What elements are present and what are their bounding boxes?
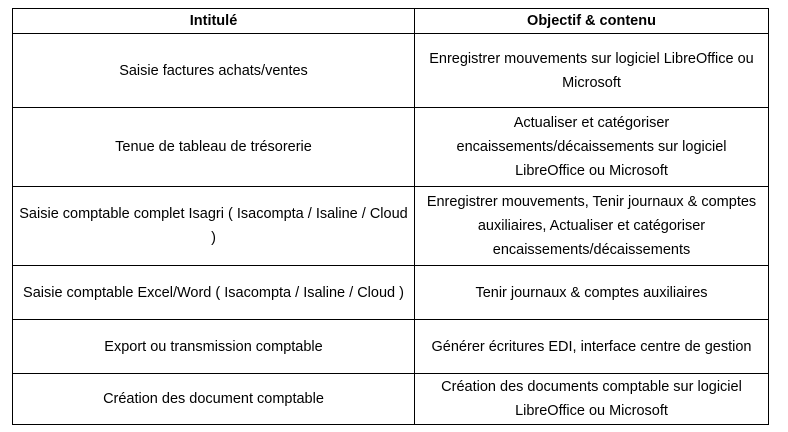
cell-intitule: Saisie factures achats/ventes — [13, 34, 415, 108]
cell-objectif: Enregistrer mouvements, Tenir journaux & comptes auxiliaires, Actualiser et catégoriser encaissements/décaissements — [415, 187, 769, 266]
cell-intitule: Saisie comptable Excel/Word ( Isacompta / Isaline / Cloud ) — [13, 266, 415, 320]
cell-objectif: Actualiser et catégoriser encaissements/décaissements sur logiciel LibreOffice ou Microsoft — [415, 108, 769, 187]
table-row — [13, 266, 769, 320]
cell-intitule: Saisie comptable complet Isagri ( Isacompta / Isaline / Cloud ) — [13, 187, 415, 266]
table-header — [13, 9, 769, 34]
cell-intitule: Tenue de tableau de trésorerie — [13, 108, 415, 187]
table-row — [13, 374, 769, 425]
table-body — [13, 34, 769, 425]
header-intitule: Intitulé — [13, 9, 415, 34]
table-row — [13, 320, 769, 374]
header-row — [13, 9, 769, 34]
table-row — [13, 34, 769, 108]
cell-objectif: Générer écritures EDI, interface centre de gestion — [415, 320, 769, 374]
cell-intitule: Création des document comptable — [13, 374, 415, 425]
header-objectif: Objectif & contenu — [415, 9, 769, 34]
table-row — [13, 108, 769, 187]
cell-objectif: Création des documents comptable sur logiciel LibreOffice ou Microsoft — [415, 374, 769, 425]
cell-intitule: Export ou transmission comptable — [13, 320, 415, 374]
table-row — [13, 187, 769, 266]
cell-objectif: Tenir journaux & comptes auxiliaires — [415, 266, 769, 320]
services-table — [12, 8, 769, 425]
cell-objectif: Enregistrer mouvements sur logiciel LibreOffice ou Microsoft — [415, 34, 769, 108]
